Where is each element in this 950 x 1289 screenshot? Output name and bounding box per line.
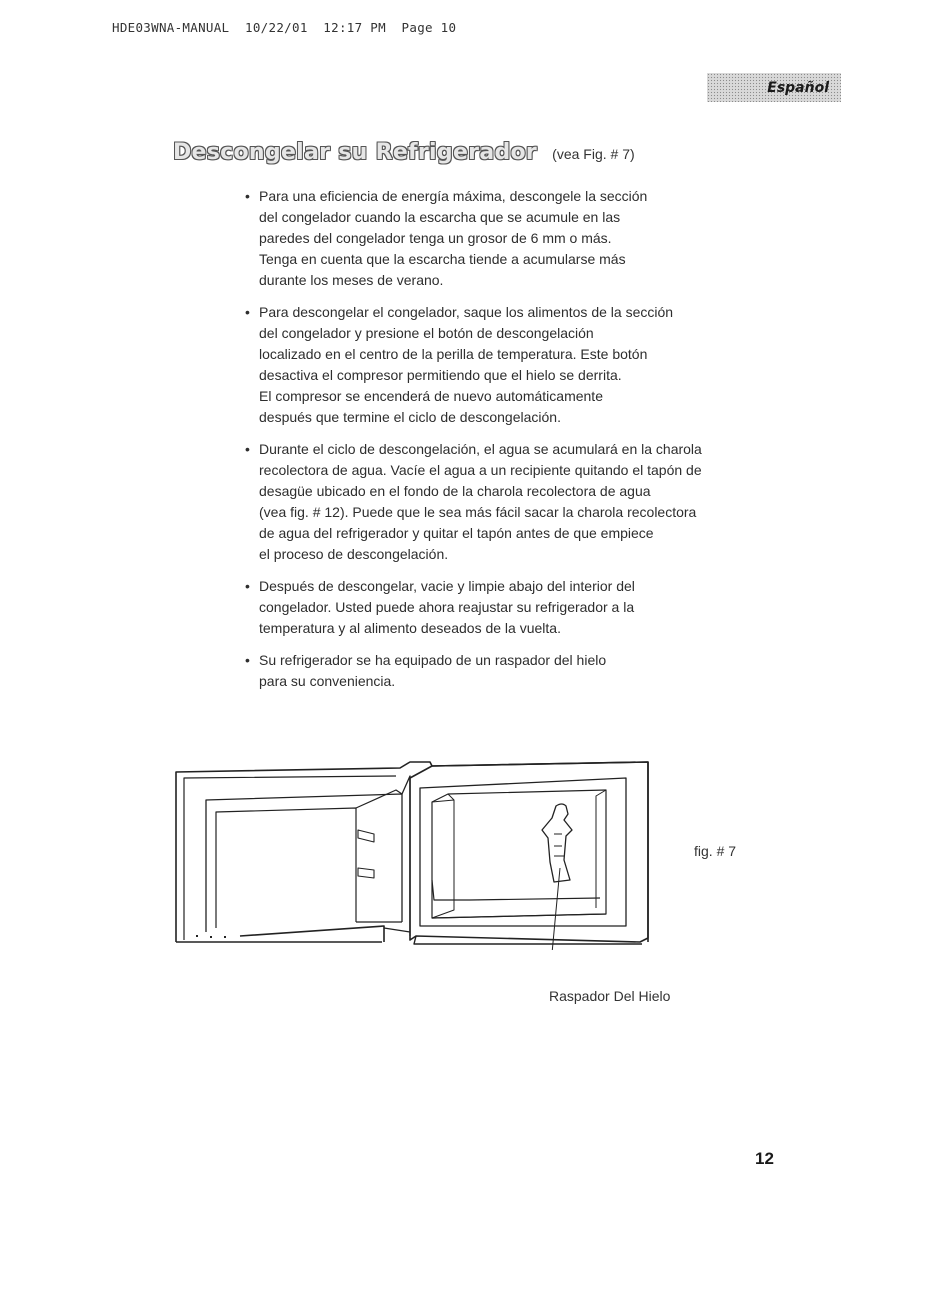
bullet-text-line: desactiva el compresor permitiendo que el hielo se derrita. xyxy=(259,367,622,383)
page-number: 12 xyxy=(755,1149,774,1168)
bullet-text-line: Tenga en cuenta que la escarcha tiende a acumularse más xyxy=(259,251,626,267)
bullet-text-line: de agua del refrigerador y quitar el tapón antes de que empiece xyxy=(259,525,654,541)
bullet-text-line: • Para descongelar el congelador, saque los alimentos de la sección xyxy=(259,304,674,320)
bullet-text-line: • Su refrigerador se ha equipado de un raspador del hielo xyxy=(259,652,607,668)
section-title: Descongelar su Refrigerador xyxy=(173,140,538,165)
bullet-text-line: paredes del congelador tenga un grosor de 6 mm o más. xyxy=(259,230,612,246)
bullet-text-line: • Después de descongelar, vacie y limpie abajo del interior del xyxy=(259,578,635,594)
language-tab xyxy=(707,73,841,102)
ice-scraper-callout: Raspador Del Hielo xyxy=(549,988,671,1004)
freezer-illustration xyxy=(170,750,660,950)
bullet-text-line: del congelador cuando la escarcha que se acumule en las xyxy=(259,209,621,225)
bullet-text-line: El compresor se encenderá de nuevo automáticamente xyxy=(259,388,603,404)
freezer-door xyxy=(410,762,648,942)
instruction-bullet xyxy=(245,650,805,692)
bullet-text-line: temperatura y al alimento deseados de la vuelta. xyxy=(259,620,561,636)
instruction-list xyxy=(245,186,805,703)
bullet-text-line: localizado en el centro de la perilla de temperatura. Este botón xyxy=(259,346,648,362)
instruction-bullet xyxy=(245,186,805,291)
bullet-text-line: • Para una eficiencia de energía máxima, descongele la sección xyxy=(259,188,648,204)
bullet-text-line: durante los meses de verano. xyxy=(259,272,444,288)
bullet-text-line: recolectora de agua. Vacíe el agua a un recipiente quitando el tapón de xyxy=(259,462,702,478)
bullet-text-line: el proceso de descongelación. xyxy=(259,546,449,562)
bullet-text-line: • Durante el ciclo de descongelación, el agua se acumulará en la charola xyxy=(259,441,702,457)
ice-scraper xyxy=(542,804,572,882)
language-tab-label: Español xyxy=(767,79,829,96)
instruction-bullet xyxy=(245,439,805,565)
bullet-text-line: del congelador y presione el botón de descongelación xyxy=(259,325,594,341)
figure-label: fig. # 7 xyxy=(694,843,737,859)
bullet-text-line: desagüe ubicado en el fondo de la charola recolectora de agua xyxy=(259,483,651,499)
bullet-text-line: (vea fig. # 12). Puede que le sea más fácil sacar la charola recolectora xyxy=(259,504,697,520)
instruction-bullet xyxy=(245,576,805,639)
bullet-text-line: congelador. Usted puede ahora reajustar su refrigerador a la xyxy=(259,599,635,615)
freezer-compartment xyxy=(206,794,402,932)
print-header-line: HDE03WNA-MANUAL 10/22/01 12:17 PM Page 10 xyxy=(112,20,457,35)
bullet-text-line: después que termine el ciclo de descongelación. xyxy=(259,409,561,425)
instruction-bullet xyxy=(245,302,805,428)
bullet-text-line: para su conveniencia. xyxy=(259,673,396,689)
figure-reference: (vea Fig. # 7) xyxy=(552,146,635,162)
section-heading xyxy=(173,140,635,165)
